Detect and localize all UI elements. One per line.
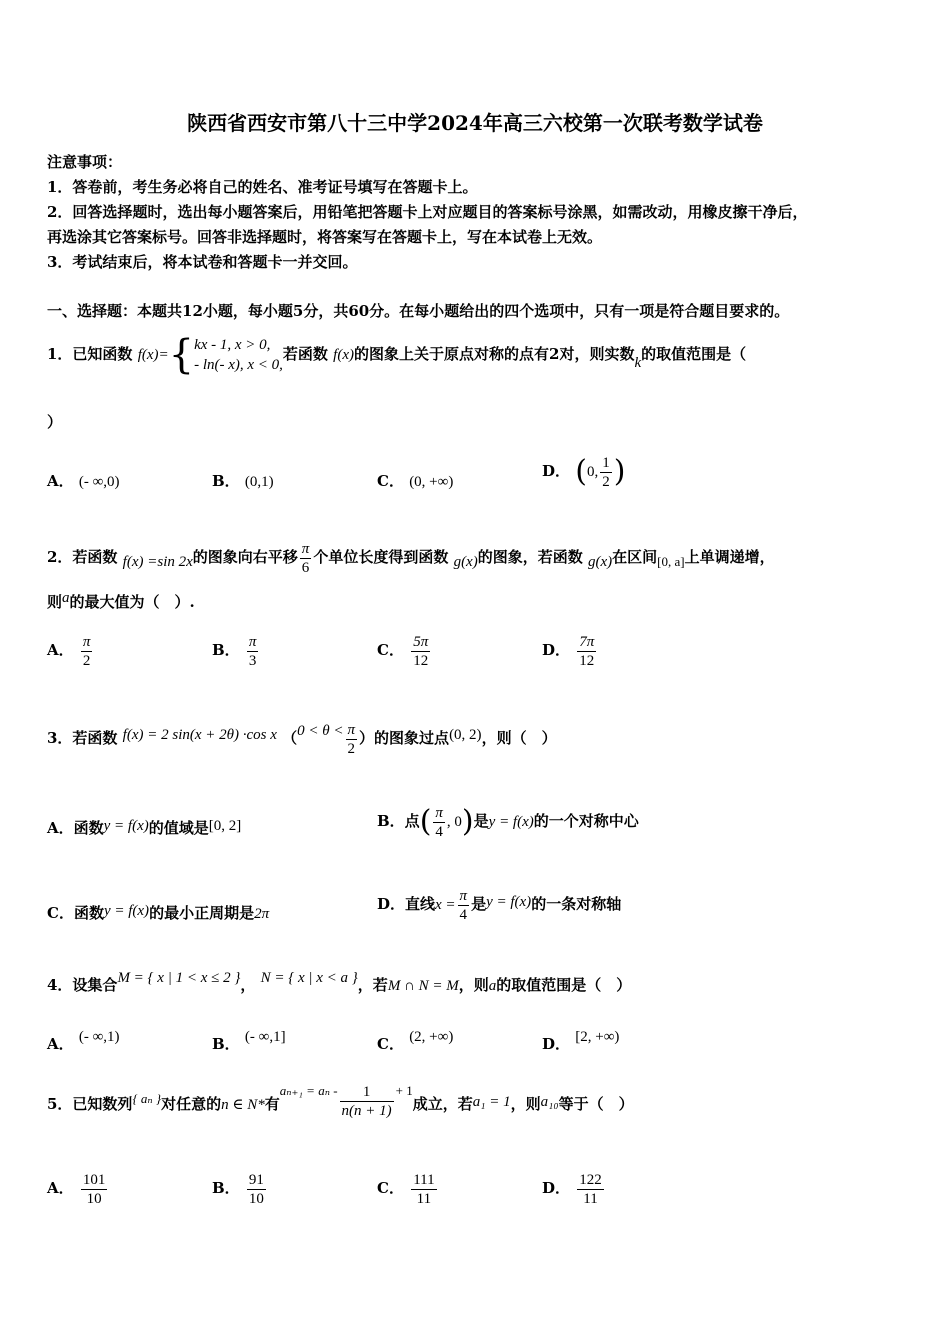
q1-option-d[interactable]: D． (0, $\frac{1}{2}$ ): [542, 454, 626, 490]
q5-option-a[interactable]: A． $\frac{101}{10}$: [47, 1171, 106, 1207]
q3-option-d[interactable]: D．直线x = $\frac{\pi}{4}$ 是y = f(x)的一条对称轴: [377, 887, 622, 923]
q3-option-c[interactable]: C．函数y = f(x)的最小正周期是2π: [47, 903, 270, 922]
notice-item: 2．回答选择题时，选出每小题答案后，用铅笔把答题卡上对应题目的答案标号涂黑，如需改动，用橡皮擦干净后，: [47, 203, 808, 221]
q4-option-b[interactable]: B． (- ∞,1]: [212, 1029, 286, 1053]
page-title: 陕西省西安市第八十三中学2024年高三六校第一次联考数学试卷: [187, 111, 763, 135]
q4-option-a[interactable]: A． (- ∞,1): [47, 1029, 120, 1053]
q1-option-c[interactable]: C． (0, +∞): [377, 472, 454, 490]
q2-option-a[interactable]: A． $\frac{\pi}{2}$: [47, 633, 91, 669]
q3-option-a[interactable]: A．函数y = f(x)的值域是[0, 2]: [47, 818, 242, 837]
q1-k: k: [634, 355, 642, 371]
q5-option-d[interactable]: D． $\frac{122}{11}$: [542, 1171, 602, 1207]
q1-function: f(x)=: [137, 347, 169, 363]
q1-option-b[interactable]: B． (0,1): [212, 472, 274, 490]
notice-heading: 注意事项：: [47, 153, 123, 171]
question-2: 2．若函数 f(x) =sin 2x的图象向右平移 $\frac{\pi}{6}$ 个单位长度得到函数 g(x)的图象，若函数 g(x)在区间[0, a]上单调递增，: [47, 540, 775, 576]
question-4: 4．设集合M = { x | 1 < x ≤ 2 }， N = { x | x < a }，若M ∩ N = M，则a的取值范围是（ ）: [47, 970, 632, 994]
q1-close: ）: [47, 413, 63, 431]
notice-item: 3．考试结束后，将本试卷和答题卡一并交回。: [47, 253, 358, 271]
q1-label: 1．已知函数: [47, 345, 133, 363]
q1-option-a[interactable]: A． (- ∞,0): [47, 472, 120, 490]
q3-option-b[interactable]: B．点( $\frac{\pi}{4}$ , 0)是y = f(x)的一个对称中心: [377, 804, 639, 840]
notice-item: 1．答卷前，考生务必将自己的姓名、准考证号填写在答题卡上。: [47, 178, 478, 196]
q4-option-c[interactable]: C． (2, +∞): [377, 1029, 454, 1053]
q2-option-c[interactable]: C． $\frac{5\pi}{12}$: [377, 633, 429, 669]
q5-option-c[interactable]: C． $\frac{111}{11}$: [377, 1171, 435, 1207]
question-3: 3．若函数 f(x) = 2 sin(x + 2θ) ·cos x （0 < θ < $\frac{\pi}{2}$ ）的图象过点(0, 2)，则（ ）: [47, 721, 557, 757]
q2-line2: 则a的最大值为（ ）.: [47, 590, 195, 611]
section-heading: 一、选择题：本题共12小题，每小题5分，共60分。在每小题给出的四个选项中，只有一项是符合题目要求的。: [47, 302, 790, 320]
notice-item: 再选涂其它答案标号。回答非选择题时，将答案写在答题卡上，写在本试卷上无效。: [47, 228, 603, 246]
question-1: 1．已知函数 f(x)={ kx - 1, x > 0, - ln(- x), x < 0, 若函数 f(x)的图象上关于原点对称的点有2对，则实数k的取值范围是（: [47, 332, 747, 378]
brace-icon: {: [168, 332, 195, 378]
q4-option-d[interactable]: D． [2, +∞): [542, 1029, 620, 1053]
q1-piecewise: kx - 1, x > 0, - ln(- x), x < 0,: [194, 337, 283, 373]
q2-option-d[interactable]: D． $\frac{7\pi}{12}$: [542, 633, 595, 669]
q2-option-b[interactable]: B． $\frac{\pi}{3}$: [212, 633, 257, 669]
q1-function-ref: f(x): [333, 347, 354, 363]
question-5: 5．已知数列{ aₙ }对任意的n ∈ N*有aₙ₊₁ = aₙ - $\frac{1}{n(n + 1)}$ + 1成立，若a₁ = 1，则a₁₀等于（ ）: [47, 1083, 634, 1119]
q5-option-b[interactable]: B． $\frac{91}{10}$: [212, 1171, 264, 1207]
